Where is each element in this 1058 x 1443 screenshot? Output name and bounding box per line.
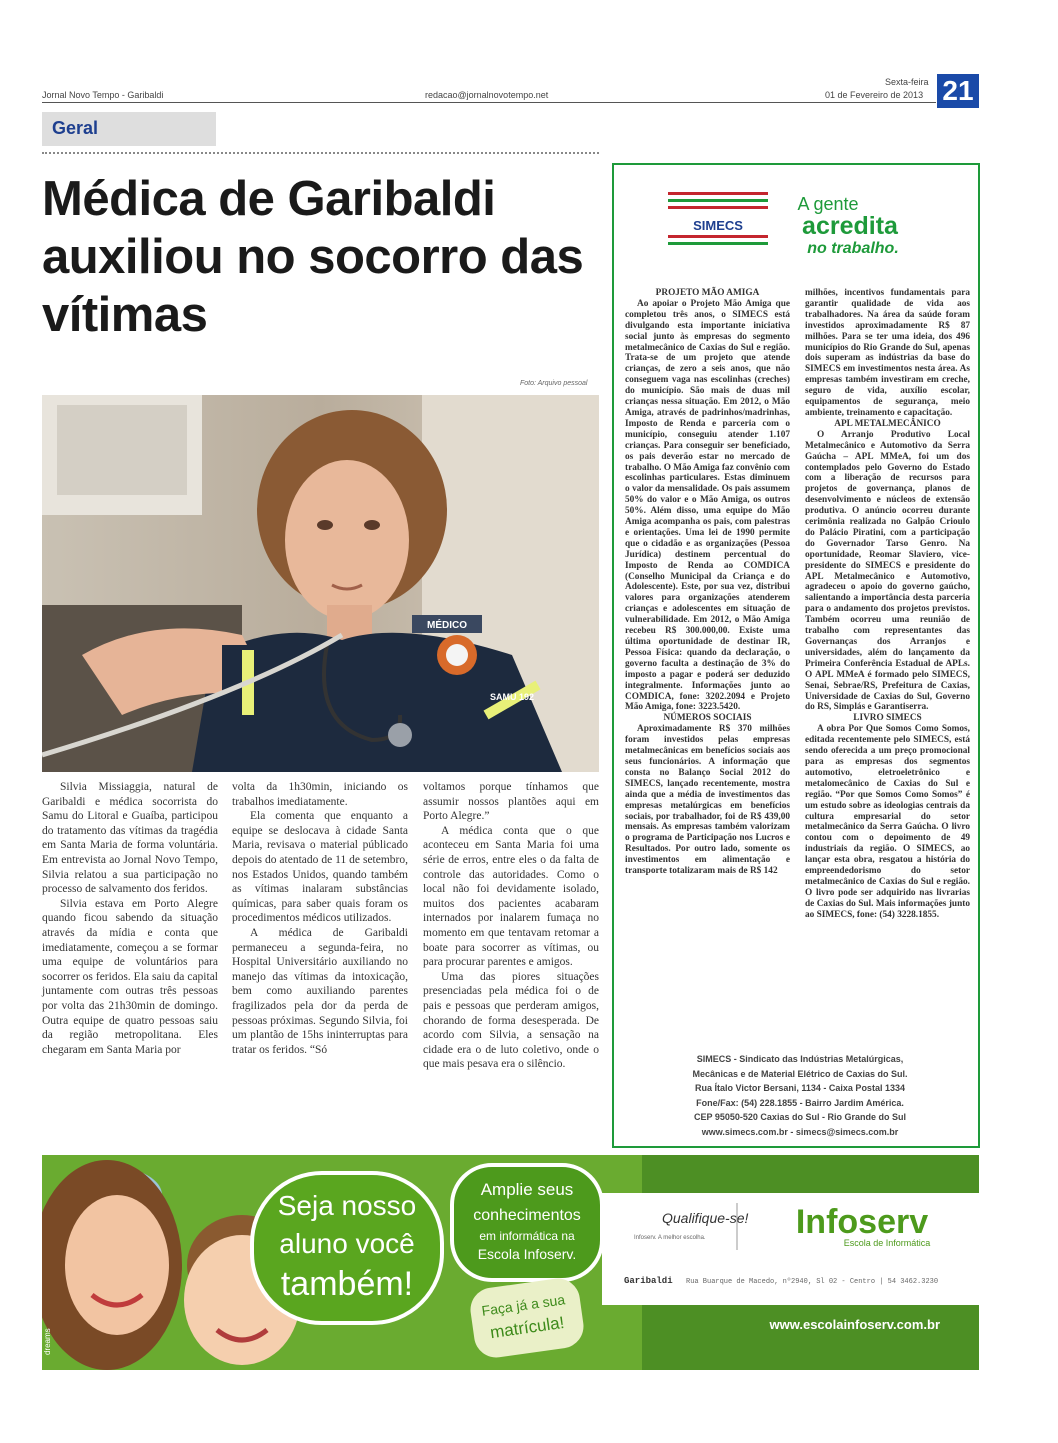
article-body — [42, 780, 599, 1150]
paragraph: Uma das piores situações presenciadas pela médica foi o de pais e pessoas que perderam amigos, chorando de forma desesperada. De acordo com Silvia, a sensação na cidade era o de luto coletivo, onde o que mais pesava era o silêncio. — [423, 970, 599, 1071]
sidebar-paragraph: O Arranjo Produtivo Local Metalmecânico e Automotivo da Serra Gaúcha – APL MMeA, foi um dos contemplados pelo Governo do Estado com a liberação de recursos para projetos de governança, planos de desenvolvimento e núcleos de extensão produtiva. O anúncio ocorreu durante cerimônia realizada no Galpão Crioulo do Palácio Piratini, com a participação do Governador Tarso Genro. Na oportunidade, Reomar Slaviero, vice-presidente do SIMECS e presidente do APL Metalmecânico e Automotivo, agradeceu o apoio do governo gaúcho, salientando a importância desta parceria para o andamento dos projetos previstos. Também ocorreu uma reunião de trabalho com representantes das Governanças dos Arranjos e universidades, além do lançamento da Primeira Conferência Estadual de APLs. O APL MMeA é formado pelo SIMECS, Senai, Sebrae/RS, Prefeitura de Caxias, Universidade de Caxias do Sul, Governo do RS, Simplás e Garantiserra. — [805, 429, 970, 713]
slogan-line-2: acredita — [802, 212, 898, 240]
section-divider — [42, 152, 599, 154]
ad-bubble1-line2: aluno você — [279, 1228, 415, 1259]
simecs-contact — [640, 1052, 960, 1139]
contact-line: Fone/Fax: (54) 228.1855 - Bairro Jardim América. — [696, 1097, 904, 1108]
paragraph: volta da 1h30min, iniciando os trabalhos imediatamente. — [232, 781, 408, 808]
paragraph: voltamos porque tínhamos que assumir nossos plantões aqui em Porto Alegre.” — [423, 781, 599, 823]
slogan-line-3: no trabalho. — [807, 240, 899, 257]
ad-bubble2-line1: Amplie seus — [480, 1180, 574, 1199]
ad-address: Rua Buarque de Macedo, nº2940, Sl 02 - Centro | 54 3462.3230 — [686, 1278, 939, 1286]
sidebar-heading: NÚMEROS SOCIAIS — [663, 713, 752, 724]
sidebar-paragraph: Ao apoiar o Projeto Mão Amiga que completou três anos, o SIMECS está divulgando esta importante iniciativa social junto às empresas do segmento metalmecânico de Caxias do Sul e região. Trata-se de um projeto que atende crianças, de zero a seis anos, que não conseguem vaga nas escolinhas (creches) do município. São mais de duas mil crianças nessa situação. Em 2012, o Mão Amiga, através de padrinhos/madrinhas, Imposto de Renda e parceria com o município, conseguiu atender 1.107 crianças. Para conseguir ser beneficiado, os pais deverão estar no mercado de trabalho. O Mão Amiga faz convênio com escolinhas particulares. Estas diminuem o valor da mensalidade. Os pais assumem 50% do valor e o Mão Amiga, os outros 50%. Além disso, uma equipe do Mão Amiga acompanha os pais, com palestras e orientações. Uma lei de 1990 permite que o cidadão e as organizações (Pessoa Jurídica) destinem percentual do Imposto de Renda ao COMDICA (Conselho Municipal da Criança e do Adolescente). Este, por sua vez, distribui valores para organizações atenderem crianças e adolescentes em situação de vulnerabilidade. Em 2012, o Mão Amiga recebeu R$ 300.000,00. Existe uma última oportunidade de destinar IR, Pessoa Física: quando da declaração, o governo faculta a destinação de 3% do imposto a pagar e poderá ser deduzido integralmente. Informações junto ao COMDICA, fone: 3202.2094 e Projeto Mão Amiga, fone: 3223.5420. — [625, 298, 791, 713]
ad-url[interactable]: www.escolainfoserv.com.br — [769, 1317, 940, 1332]
paragraph: A médica conta que o que aconteceu em Santa Maria foi uma série de erros, entre eles o da falta de controle das autoridades. Como o local não foi devidamente isolado, muitos dos pacientes acabaram internados por inalarem fumaça no momento em que tentavam retomar a boate para socorrer as vítimas, ou para procurar parentes e amigos. — [423, 824, 599, 969]
ad-brand: Infoserv — [795, 1203, 929, 1241]
paragraph: A médica de Garibaldi permaneceu a segunda-feira, no Hospital Universitário auxiliando no manejo das vítimas da intoxicação, bem como auxiliando parentes fragilizados pela dor da perda de pessoas próximas. Segundo Silvia, foi um plantão de 15hs ininterruptas para tratar os feridos. “Só — [232, 926, 408, 1056]
page-number: 21 — [937, 74, 979, 108]
header-rule — [42, 102, 936, 103]
ad-bubble1-line1: Seja nosso — [277, 1190, 417, 1221]
article-column-1 — [42, 780, 218, 1057]
article-column-3 — [423, 780, 599, 1072]
ad-qualifique: Qualifique-se! — [662, 1210, 749, 1226]
header-date: 01 de Fevereiro de 2013 — [825, 90, 924, 100]
sidebar-heading: APL METALMECÂNICO — [834, 418, 941, 429]
contact-line: CEP 95050-520 Caxias do Sul - Rio Grande do Sul — [694, 1112, 906, 1122]
simecs-logo — [668, 180, 988, 270]
sidebar-heading: PROJETO MÃO AMIGA — [655, 288, 760, 298]
ad-bubble3-line1[interactable]: Faça já a sua — [480, 1291, 567, 1319]
section-tab — [42, 112, 216, 146]
infoserv-advertisement — [42, 1155, 979, 1370]
ad-bubble2-line3: em informática na — [479, 1229, 575, 1243]
doctor-photo-illustration — [42, 395, 599, 772]
sidebar-column-1 — [625, 288, 790, 877]
article-column-2 — [232, 780, 408, 1057]
slogan-line-1: A gente — [797, 194, 859, 214]
sidebar-heading: LIVRO SIMECS — [853, 713, 922, 724]
ad-bubble2-line4: Escola Infoserv. — [477, 1246, 577, 1262]
contact-line[interactable]: www.simecs.com.br - simecs@simecs.com.br — [701, 1126, 899, 1137]
paragraph: Silvia Missiaggia, natural de Garibaldi e médica socorrista do Samu do Litoral e Guaíba, participou do tratamento das vítimas da tragédia em Santa Maria de forma voluntária. Em entrevista ao Jornal Novo Tempo, Silvia relatou a sua participação no processo de salvamento dos feridos. — [42, 781, 218, 896]
paper-name: Jornal Novo Tempo - Garibaldi — [42, 90, 164, 100]
paragraph: Ela comenta que enquanto a equipe se deslocava à cidade Santa Maria, revisava o material públicado depois do atentado de 11 de setembro, nos Estados Unidos, quando também as vítimas inalaram substâncias químicas, para saber quais foram os procedimentos médicos utilizados. — [232, 810, 408, 925]
simecs-wordmark: SIMECS — [693, 218, 743, 233]
photo-credit: Foto: Arquivo pessoal — [520, 380, 588, 387]
sidebar-paragraph: milhões, incentivos fundamentais para garantir qualidade de vida aos trabalhadores. Na área da saúde foram investidos aproximadamente R$ 87 milhões. Para se ter uma ideia, dos 496 municípios do Rio Grande do Sul, apenas dois superam as indústrias da base do SIMECS em investimentos nesta área. As empresas também investiram em creche, seguro de vida, auxílio escolar, equipamentos de segurança, meio ambiente, treinamento e capacitação. — [805, 288, 970, 418]
ad-bubble3-line2[interactable]: matrícula! — [488, 1312, 566, 1343]
ad-city: Garibaldi — [624, 1276, 673, 1286]
contact-line: Mecânicas e de Material Elétrico de Caxias do Sul. — [692, 1068, 908, 1079]
headline: Médica de Garibaldi auxiliou no socorro das vítimas — [42, 172, 584, 342]
ad-bubble2-line2: conhecimentos — [473, 1207, 581, 1224]
ad-qualifique-sub: Infoserv. A melhor escolha. — [634, 1235, 706, 1241]
section-label: Geral — [52, 118, 99, 138]
contact-line: SIMECS - Sindicato das Indústrias Metalúrgicas, — [696, 1054, 904, 1064]
contact-line: Rua Ítalo Victor Bersani, 1134 - Caixa Postal 1334 — [695, 1083, 905, 1093]
sidebar-paragraph: A obra Por Que Somos Como Somos, editada recentemente pelo SIMECS, está sendo oferecida a um preço promocional para as empresas dos segmentos automotivo, eletroeletrônico e metalomecânico de Caxias do Sul e região. “Por que Somos Como Somos” é um estudo sobre as ideologias centrais da cultura empresarial do setor metalmecânico da Serra Gaúcha. O livro contou com o depoimento de 49 industriais da região. O SIMECS, ao lançar esta obra, resgatou a história do empreendedorismo do setor metalmecânico de Caxias do Sul e região. O livro pode ser adquirido nas livrarias de Caxias do Sul. Mais informações junto ao SIMECS, fone: (54) 3228.1855. — [805, 724, 970, 920]
ad-brand-sub: Escola de Informática — [843, 1238, 931, 1248]
header-email[interactable]: redacao@jornalnovotempo.net — [425, 90, 549, 100]
photo-badge-text: MÉDICO — [427, 620, 467, 631]
ad-photo-credit: dreams — [43, 1328, 52, 1355]
ad-artwork — [42, 1155, 979, 1370]
article-photo — [42, 395, 599, 772]
header-weekday: Sexta-feira — [885, 77, 929, 87]
paragraph: Silvia estava em Porto Alegre quando ficou sabendo da situação através da mídia e conta que imediatamente, começou a se formar uma equipe de voluntários para socorrer os feridos. Ela saiu da capital juntamente com outras três pessoas por volta das 21h30min de domingo. Outra equipe de quatro pessoas saiu da região metropolitana. Eles chegaram em Santa Maria por — [42, 897, 218, 1056]
ad-bubble1-line3: também! — [280, 1265, 414, 1303]
sidebar-column-2 — [805, 288, 970, 921]
sidebar-paragraph: Aproximadamente R$ 370 milhões foram investidos pelas empresas metalmecânicas em benefícios sociais aos seus funcionários. A informação que consta no Balanço Social 2012 do SIMECS, lançado recentemente, mostra ainda que a média de investimentos das empresas metalúrgicas em benefícios sociais, por trabalhador, foi de R$ 439,00 mensais. As empresas também valorizam o programa de Participação nos Lucros e Resultados. Por outro lado, somente os investimentos em alimentação e transporte totalizaram mais de R$ 142 — [625, 724, 790, 877]
photo-patch-text: SAMU 192 — [489, 692, 535, 702]
